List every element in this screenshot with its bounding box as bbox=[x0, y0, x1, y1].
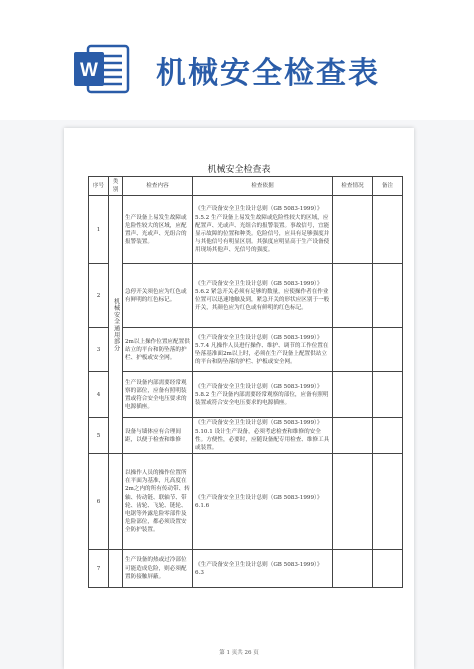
table-header-row bbox=[89, 177, 403, 196]
table-row bbox=[89, 328, 403, 372]
basis-cell: 《生产设备安全卫生设计总则（GB 5083-1999）》6.3 bbox=[193, 550, 333, 588]
content-cell: 2m以上操作位置应配置供站立的平台和防坠落的护栏、护板或安全网。 bbox=[123, 328, 193, 372]
basis-cell: 《生产设备安全卫生设计总则（GB 5083-1999）》5.8.2 生产设备内部需要经常观察的部位，应备有照明装置或符合安全电压要求的电源插座。 bbox=[193, 372, 333, 418]
row-number: 7 bbox=[89, 550, 109, 588]
basis-cell: 《生产设备安全卫生设计总则（GB 5083-1999）》5.6.2 紧急开关必须有足够的数量，应使操作者在作业位置可以迅速地触及到，紧急开关的形状应区别于一般开关，其颜色应为红色或有鲜明的红色标记。 bbox=[193, 264, 333, 328]
content-cell: 生产设备内部需要经常观察的部位，应备有照明装置或符合安全电压要求的电源插座。 bbox=[123, 372, 193, 418]
row-number: 6 bbox=[89, 454, 109, 550]
svg-text:W: W bbox=[80, 60, 98, 81]
table-row bbox=[89, 418, 403, 454]
word-document-icon bbox=[72, 42, 130, 96]
basis-cell: 《生产设备安全卫生设计总则（GB 5083-1999）》5.5.2 生产设备上易发生故障或危险性较大的区域，应配置声、光或声、光组合的报警装置。事故信号，宜能显示故障的位置和种类。危险信号，应具有足够强度并与其他信号有明显区别。其强度应明显高于生产设备使用现场其他声、光信号的强度。 bbox=[193, 196, 333, 264]
remarks-cell bbox=[373, 264, 403, 328]
table-row bbox=[89, 196, 403, 264]
status-cell bbox=[333, 196, 373, 264]
col-header-basis: 检查依据 bbox=[193, 177, 333, 196]
col-header-remarks: 备注 bbox=[373, 177, 403, 196]
category-cell: 机械安全通用部分 bbox=[109, 196, 123, 454]
row-number: 5 bbox=[89, 418, 109, 454]
col-header-category: 类别 bbox=[109, 177, 123, 196]
inspection-table bbox=[88, 176, 403, 588]
row-number: 2 bbox=[89, 264, 109, 328]
basis-cell: 《生产设备安全卫生设计总则（GB 5083-1999）》5.7.4 凡操作人员进行操作、维护、调节的工作位置在坠落基准面2m以上时，必须在生产设备上配置供站立的平台和防坠落的护栏、护板或安全网。 bbox=[193, 328, 333, 372]
status-cell bbox=[333, 328, 373, 372]
header-title: 机械安全检查表 bbox=[156, 56, 380, 91]
status-cell bbox=[333, 372, 373, 418]
category-cell-empty bbox=[109, 454, 123, 550]
content-cell: 生产设备上易发生故障或危险性较大的区域，应配置声、光或声、光组合的报警装置。 bbox=[123, 196, 193, 264]
col-header-status: 检查情况 bbox=[333, 177, 373, 196]
content-cell: 生产设备的热或过冷部位可能造成危险，则必须配置防接触屏蔽。 bbox=[123, 550, 193, 588]
page-footer: 第 1 页共 26 页 bbox=[219, 650, 259, 656]
category-cell-empty bbox=[109, 550, 123, 588]
table-row bbox=[89, 372, 403, 418]
col-header-no: 序号 bbox=[89, 177, 109, 196]
status-cell bbox=[333, 454, 373, 550]
remarks-cell bbox=[373, 550, 403, 588]
basis-cell: 《生产设备安全卫生设计总则（GB 5083-1999）》6.1.6 bbox=[193, 454, 333, 550]
document-title: 机械安全检查表 bbox=[207, 165, 271, 175]
table-row bbox=[89, 264, 403, 328]
content-cell: 以操作人员的操作位置所在平面为基准，凡高度在2m之内的所有传动带、转轴、传动链、联轴节、带轮、齿轮、飞轮、链轮、电锯等外露危险零部件及危险部位，都必须设置安全防护装置。 bbox=[123, 454, 193, 550]
document-page bbox=[64, 128, 414, 669]
content-cell: 设备与墙体应有合理间距，以便于检查和维修 bbox=[123, 418, 193, 454]
remarks-cell bbox=[373, 372, 403, 418]
col-header-content: 检查内容 bbox=[123, 177, 193, 196]
table-row bbox=[89, 550, 403, 588]
promo-header bbox=[0, 0, 474, 120]
remarks-cell bbox=[373, 418, 403, 454]
remarks-cell bbox=[373, 328, 403, 372]
row-number: 4 bbox=[89, 372, 109, 418]
status-cell bbox=[333, 264, 373, 328]
basis-cell: 《生产设备安全卫生设计总则（GB 5083-1999）》5.10.1 设计生产设备，必须考虑检查和维修的安全性。方便性，必要时，应随设备配专用检查、维修工具或装置。 bbox=[193, 418, 333, 454]
remarks-cell bbox=[373, 196, 403, 264]
table-row bbox=[89, 454, 403, 550]
remarks-cell bbox=[373, 454, 403, 550]
content-cell: 急停开关须色应为红色或有鲜明的红色标记。 bbox=[123, 264, 193, 328]
row-number: 1 bbox=[89, 196, 109, 264]
status-cell bbox=[333, 550, 373, 588]
row-number: 3 bbox=[89, 328, 109, 372]
status-cell bbox=[333, 418, 373, 454]
